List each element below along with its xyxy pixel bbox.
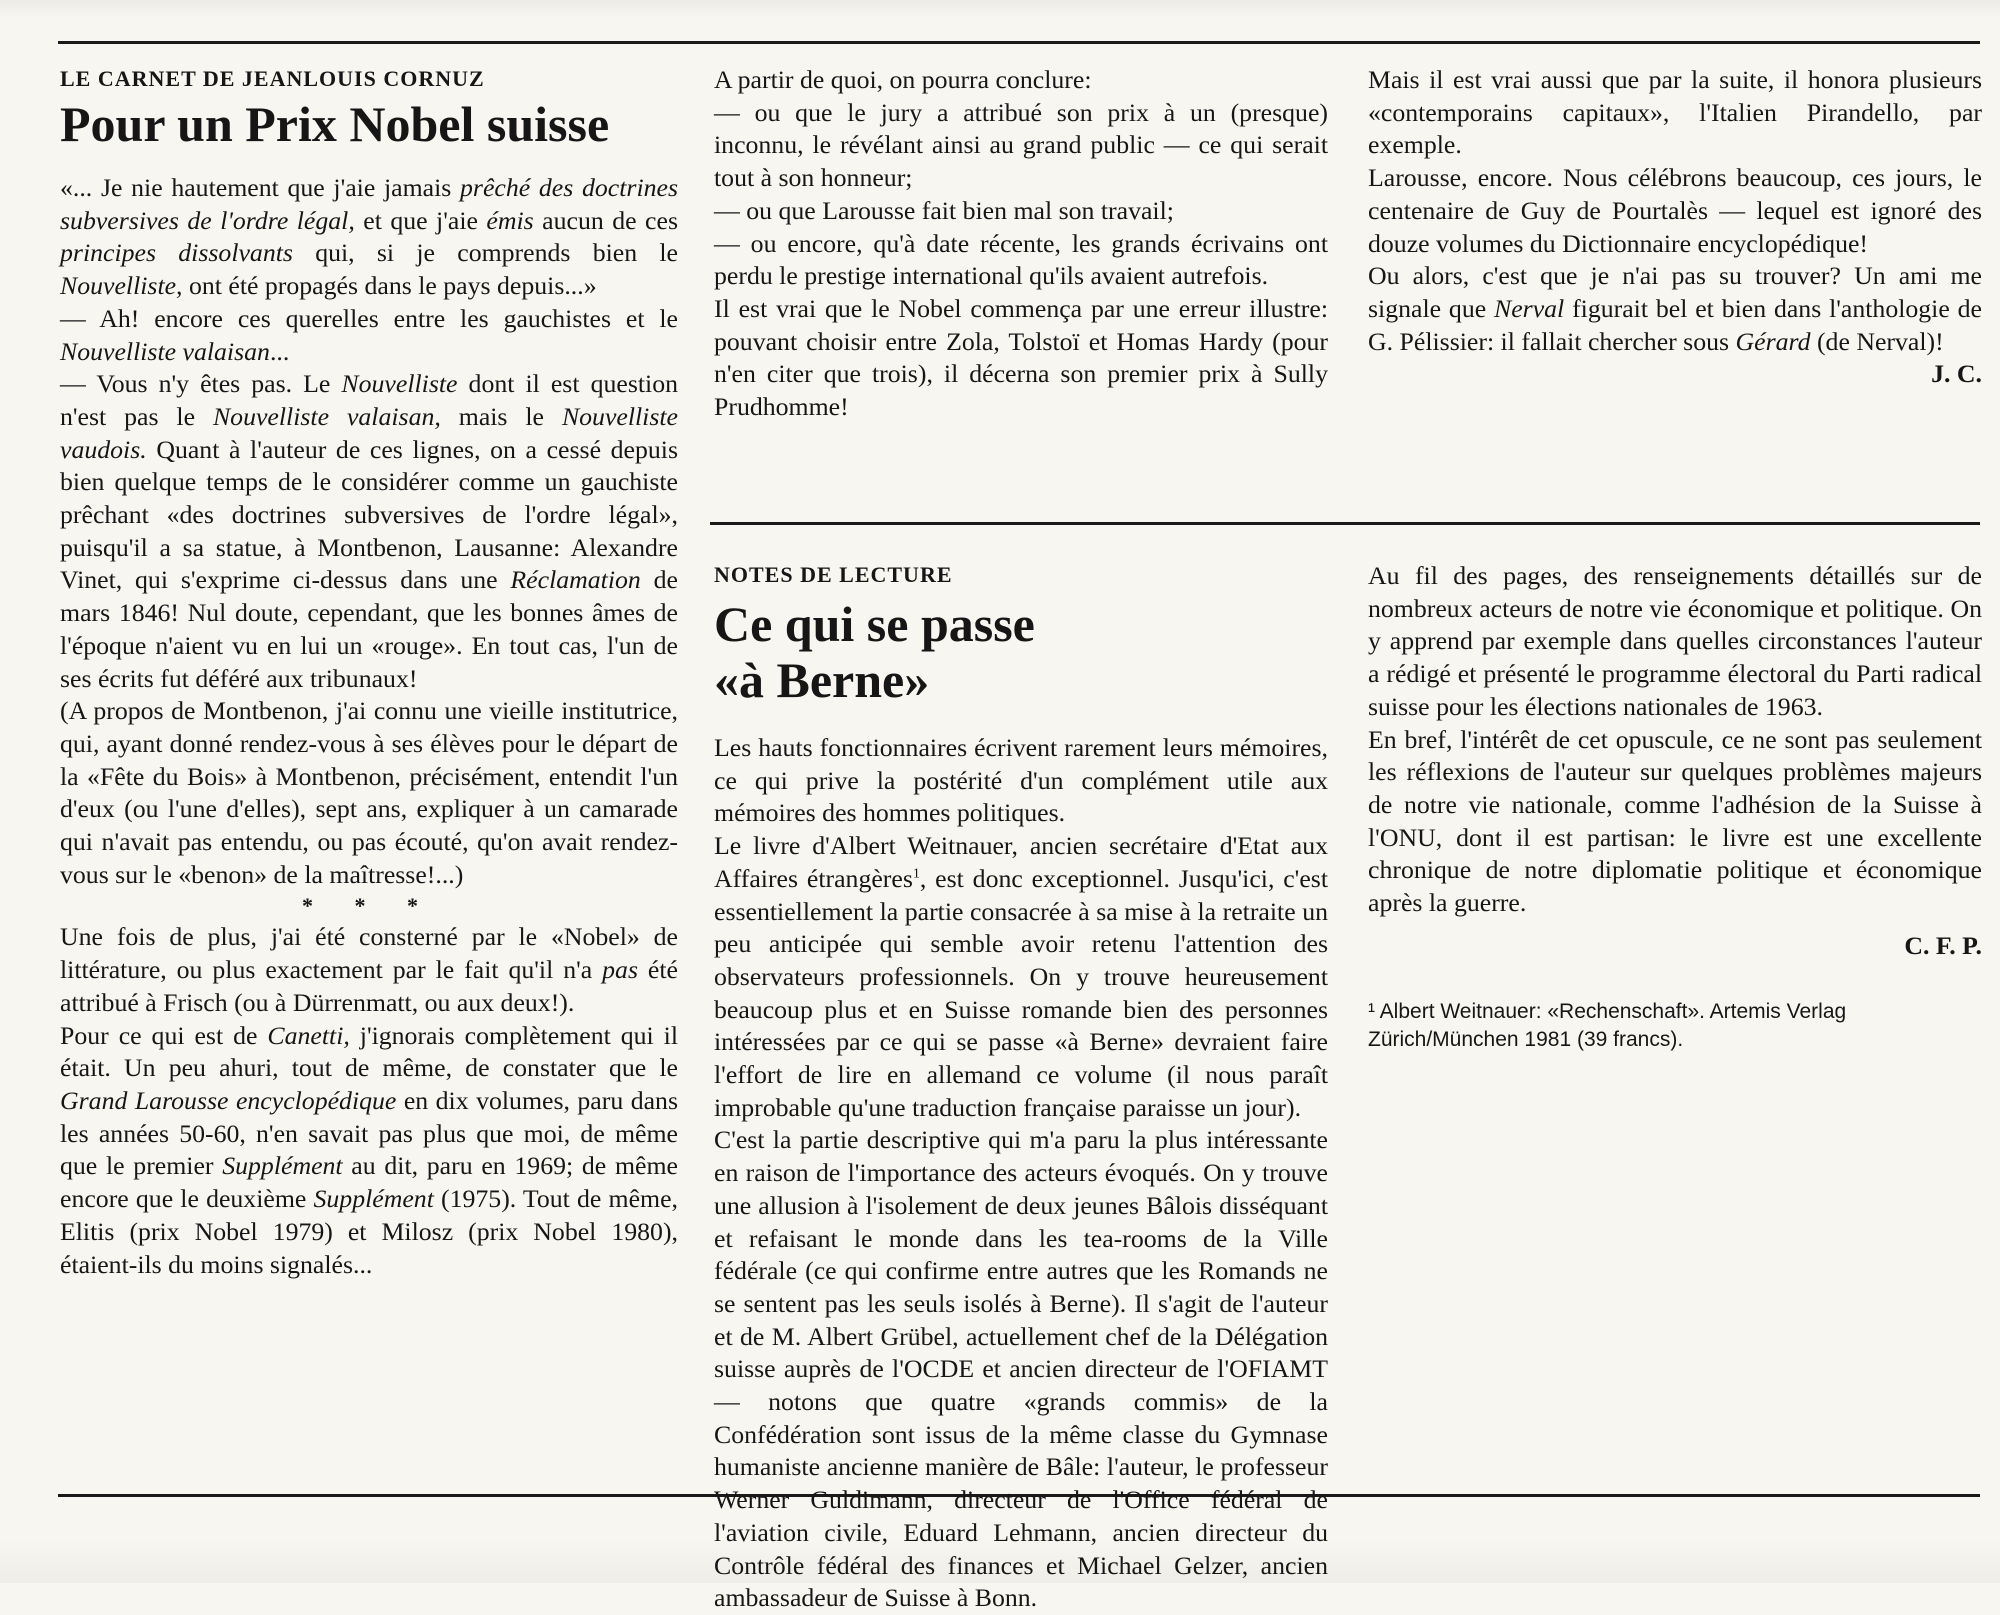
article2-p4: Au fil des pages, des renseignements détaillés sur de nombreux acteurs de notre vie économique et politique. On y apprend par exemple dans quelles circonstances l'auteur a rédigé et présenté le programme électoral du Parti radical suisse pour les élections nationales de 1963. (1368, 561, 1982, 721)
article1-larousse: Larousse, encore. Nous célébrons beaucoup, ces jours, le centenaire de Guy de Pourtalès — lequel est ignoré des douze volumes du Dictionnaire encyclopédique! (1368, 163, 1982, 258)
middle-rule (710, 522, 1980, 525)
article2-signature: C. F. P. (1904, 930, 1982, 960)
article1-pirandello: Mais il est vrai aussi que par la suite, il honora plusieurs «contemporains capitaux», l'Italien Pirandello, par exemple. (1368, 65, 1982, 160)
top-rule (58, 41, 1980, 44)
article1-error: Il est vrai que le Nobel commença par une erreur illustre: pouvant choisir entre Zola, Tolstoï et Homas Hardy (pour n'en citer que trois), il décerna son premier prix à Sully Prudhomme! (714, 293, 1328, 422)
column-3-bottom (1368, 560, 1982, 1054)
article2-p1: Les hauts fonctionnaires écrivent rarement leurs mémoires, ce qui prive la postérité d'un complément utile aux mémoires des hommes politiques. (714, 733, 1328, 828)
article1-continuation-col3 (1368, 64, 1982, 391)
article2-kicker: NOTES DE LECTURE (714, 562, 953, 587)
article1-nobel: Une fois de plus, j'ai été consterné par le «Nobel» de littérature, ou plus exactement par le fait qu'il n'a pas été attribué à Frisch (ou à Dürrenmatt, ou aux deux!). (60, 922, 678, 1017)
article1-signature: J. C. (1931, 359, 1982, 389)
article2-p5: En bref, l'intérêt de cet opuscule, ce ne sont pas seulement les réflexions de l'auteur sur quelques problèmes majeurs de notre vie nationale, comme l'adhésion de la Suisse à l'ONU, dont il est partisan: le livre est une excellente chronique de notre diplomatie politique et économique après la guerre. (1368, 724, 1982, 918)
section-stars: * * * (302, 893, 436, 919)
article1-title: Pour un Prix Nobel suisse (60, 96, 610, 152)
article1-kicker: LE CARNET DE JEANLOUIS CORNUZ (60, 66, 485, 91)
article1-canetti: Pour ce qui est de Canetti, j'ignorais complètement qui il était. Un peu ahuri, tout de même, de constater que le Grand Larousse encyclopédique en dix volumes, paru dans les années 50-60, n'en savait pas plus que moi, de même que le premier Supplément au dit, paru en 1969; de même encore que le deuxième Supplément (1975). Tout de même, Elitis (prix Nobel 1979) et Milosz (prix Nobel 1980), étaient-ils du moins signalés... (60, 1020, 678, 1279)
article1-conclude: A partir de quoi, on pourra conclure: (714, 65, 1092, 94)
column-1 (60, 64, 678, 1281)
article1-reply1: — Ah! encore ces querelles entre les gauchistes et le Nouvelliste valaisan... (60, 303, 678, 366)
article1-nerval: Ou alors, c'est que je n'ai pas su trouver? Un ami me signale que Nerval figurait bel et bien dans l'anthologie de G. Pélissier: il fallait chercher sous Gérard (de Nerval)! (1368, 261, 1982, 356)
article2-footnote: ¹ Albert Weitnauer: «Rechenschaft». Artemis Verlag Zürich/München 1981 (39 francs). (1368, 1000, 1847, 1052)
article1-parenthesis: (A propos de Montbenon, j'ai connu une vieille institutrice, qui, ayant donné rendez-vous à ses élèves pour le départ de la «Fête du Bois» à Montbenon, précisément, entendit l'un d'eux (ou l'une d'elles), sept ans, expliquer à un camarade qui n'avait pas entendu, ou pas écouté, qu'on avait rendez-vous sur le «benon» de la maîtresse!...) (60, 696, 678, 889)
article1-continuation-col2 (714, 64, 1328, 424)
article1-option1: — ou que le jury a attribué son prix à un (presque) inconnu, le révélant ainsi au grand public — ce qui serait tout à son honneur; (714, 97, 1328, 193)
article2-p2: Le livre d'Albert Weitnauer, ancien secrétaire d'Etat aux Affaires étrangères$^1$, est donc exceptionnel. Jusqu'ici, c'est essentiellement la partie consacrée à sa mise à la retraite un peu anticipée qui semble avoir retenu l'attention des observateurs professionnels. On y trouve heureusement beaucoup plus et en Suisse romande bien des personnes intéressées par ce qui se passe «à Berne» devraient faire l'effort de lire en allemand ce volume (il nous paraît improbable qu'une traduction française paraisse un jour). (714, 831, 1328, 1122)
article2-title: Ce qui se passe «à Berne» (714, 596, 1035, 708)
column-2-bottom (714, 560, 1328, 1615)
article1-option3: — ou encore, qu'à date récente, les grands écrivains ont perdu le prestige international qu'ils avaient autrefois. (714, 228, 1328, 291)
article1-reply2: — Vous n'y êtes pas. Le Nouvelliste dont il est question n'est pas le Nouvelliste valaisan, mais le Nouvelliste vaudois. Quant à l'auteur de ces lignes, on a cessé depuis bien quelque temps de le considérer comme un gauchiste prêchant «des doctrines subversives de l'ordre légal», puisqu'il a sa statue, à Montbenon, Lausanne: Alexandre Vinet, qui s'exprime ci-dessus dans une Réclamation de mars 1846! Nul doute, cependant, que les bonnes âmes de l'époque n'aient vu en lui un «rouge». En tout cas, l'un de ses écrits fut déféré aux tribunaux! (60, 369, 678, 693)
article1-quote: «... Je nie hautement que j'aie jamais prêché des doctrines subversives de l'ordre légal, et que j'aie émis aucun de ces principes dissolvants qui, si je comprends bien le Nouvelliste, ont été propagés dans le pays depuis...» (60, 173, 679, 301)
article1-option2: — ou que Larousse fait bien mal son travail; (714, 195, 1174, 225)
article2-p3: C'est la partie descriptive qui m'a paru la plus intéressante en raison de l'importance des acteurs évoqués. On y trouve une allusion à l'isolement de deux jeunes Bâlois disséquant et refaisant le monde dans les tea-rooms de la Ville fédérale (ce qui confirme entre autres que les Romands ne se sentent pas les seuls isolés à Berne). Il s'agit de l'auteur et de M. Albert Grübel, actuellement chef de la Délégation suisse auprès de l'OCDE et ancien directeur de l'OFIAMT — notons que quatre «grands commis» de la Confédération sont issus de la même classe du Gymnase humaniste ancienne manière de Bâle: l'auteur, le professeur Werner Guldimann, directeur de l'Office fédéral de l'aviation civile, Eduard Lehmann, ancien directeur du Contrôle fédéral des finances et Michael Gelzer, ancien ambassadeur de Suisse à Bonn. (714, 1125, 1328, 1613)
